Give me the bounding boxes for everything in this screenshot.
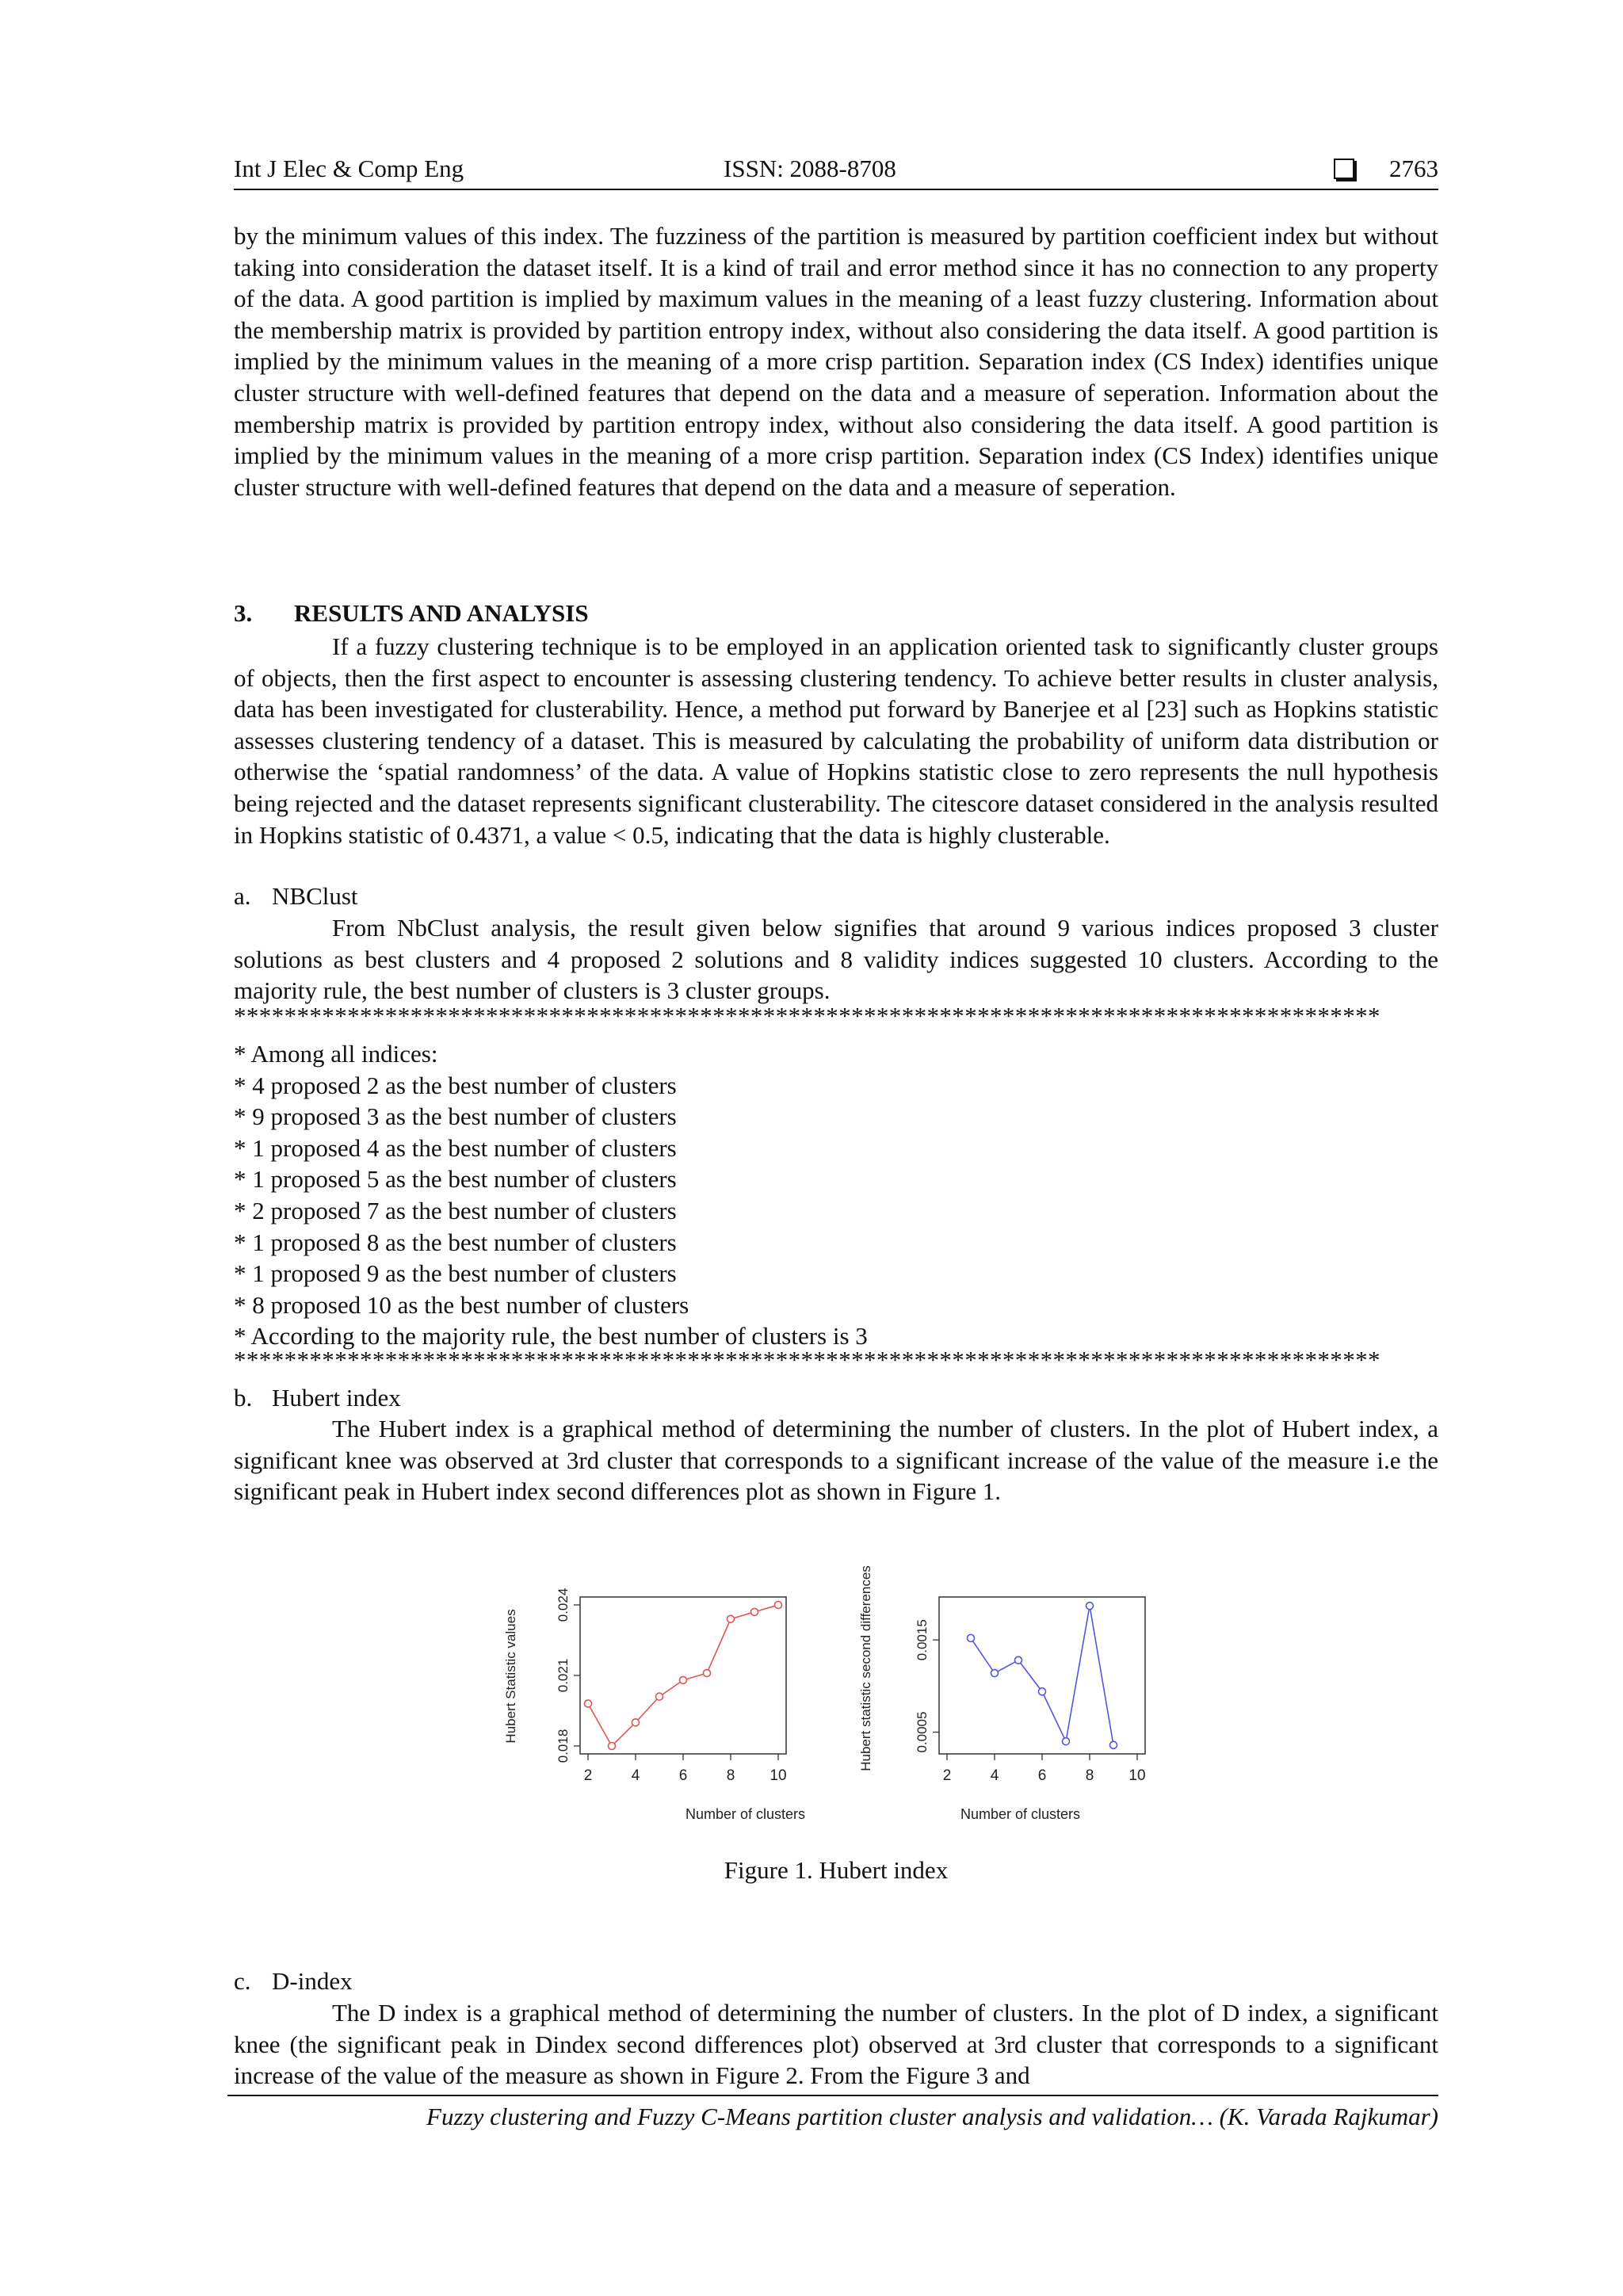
y-tick-label: 0.024 <box>556 1587 571 1622</box>
series-segment <box>758 1606 774 1610</box>
subsection-a-title: NBClust <box>272 882 358 910</box>
y-tick-label: 0.0005 <box>915 1711 930 1753</box>
paragraph-4: The Hubert index is a graphical method of determining the number of clusters. In the plot of Hubert index, a significant knee was observed at 3rd cluster that corresponds to a significant increase of the value of the measure i.e the significant peak in Hubert index second differences plot as shown in Figure 1. <box>234 1415 1438 1506</box>
data-point <box>727 1615 735 1622</box>
subsection-a-letter: a. <box>234 882 251 910</box>
data-point <box>680 1676 687 1683</box>
running-header <box>234 155 1438 189</box>
hubert-second-differences-chart <box>858 1565 1146 1822</box>
series-segment <box>663 1683 680 1694</box>
x-tick-label: 6 <box>678 1767 688 1784</box>
x-axis-label: Number of clusters <box>685 1806 806 1822</box>
data-point <box>1039 1688 1046 1695</box>
data-point <box>775 1602 782 1609</box>
data-point <box>656 1693 663 1700</box>
x-tick-label: 10 <box>769 1767 787 1784</box>
subsection-b-letter: b. <box>234 1384 253 1412</box>
hubert-statistic-chart <box>503 1588 805 1822</box>
x-tick-label: 8 <box>1085 1767 1094 1784</box>
series-segment <box>973 1641 992 1670</box>
y-ticks <box>915 1619 939 1752</box>
subsection-b <box>234 1382 401 1414</box>
series-segment <box>735 1613 750 1618</box>
nbclust-line: * 8 proposed 10 as the best number of clusters <box>234 1290 689 1319</box>
series-segment <box>1044 1695 1064 1738</box>
page-number-group <box>1334 155 1438 183</box>
data-point <box>609 1743 616 1750</box>
issn: ISSN: 2088-8708 <box>724 155 896 182</box>
page-number: 2763 <box>1389 155 1438 182</box>
y-axis-label: Hubert statistic second differences <box>858 1565 873 1771</box>
x-tick-label: 10 <box>1128 1767 1146 1784</box>
data-point <box>632 1719 640 1726</box>
data-point <box>1110 1741 1117 1748</box>
data-point <box>751 1608 758 1615</box>
subsection-b-title: Hubert index <box>272 1384 401 1412</box>
series-segment <box>708 1622 729 1669</box>
nbclust-line: * 1 proposed 9 as the best number of clusters <box>234 1259 677 1288</box>
paragraph-3: From NbClust analysis, the result given below signifies that around 9 various indices proposed 3 cluster solutions as best clusters and 4 proposed 2 solutions and 8 validity indices suggested 10 clusters. According to the majority rule, the best number of clusters is 3 cluster groups. <box>234 914 1438 1005</box>
checkbox-square-icon <box>1334 159 1354 179</box>
series-line <box>585 1602 782 1750</box>
data-point <box>704 1670 711 1677</box>
plot-frame <box>580 1597 786 1754</box>
x-tick-label: 2 <box>942 1767 952 1784</box>
y-ticks <box>556 1588 580 1763</box>
series-line <box>968 1603 1117 1749</box>
series-segment <box>1021 1664 1040 1689</box>
series-segment <box>1067 1610 1089 1737</box>
y-axis-label: Hubert Statistic values <box>503 1609 518 1744</box>
x-tick-label: 4 <box>631 1767 640 1784</box>
x-ticks <box>584 1754 787 1784</box>
nbclust-line: * 1 proposed 8 as the best number of clusters <box>234 1228 677 1256</box>
plot-frame <box>939 1597 1145 1754</box>
series-segment <box>687 1674 703 1679</box>
footer-rule <box>227 2095 1438 2096</box>
nbclust-line: * 1 proposed 4 as the best number of clusters <box>234 1133 677 1162</box>
nbclust-line: * 4 proposed 2 as the best number of clusters <box>234 1071 677 1099</box>
x-ticks <box>943 1754 1146 1784</box>
data-point <box>1063 1738 1070 1745</box>
data-point <box>991 1670 999 1677</box>
section-title: RESULTS AND ANALYSIS <box>294 599 589 627</box>
x-tick-label: 4 <box>990 1767 999 1784</box>
x-tick-label: 8 <box>726 1767 735 1784</box>
series-segment <box>590 1707 609 1743</box>
x-tick-label: 6 <box>1037 1767 1047 1784</box>
figure-1 <box>487 1557 1177 1843</box>
paragraph-1: by the minimum values of this index. The fuzziness of the partition is measured by partition coefficient index but without taking into consideration the dataset itself. It is a kind of trail and error method since it has no connection to any property of the data. A good partition is implied by maximum values in the meaning of a least fuzzy clustering. Information about the membership matrix is provided by partition entropy index, without also considering the data itself. A good partition is implied by the minimum values in the meaning of a more crisp partition. Separation index (CS Index) identifies unique cluster structure with well-defined features that depend on the data and a measure of seperation. Information about the membership matrix is provided by partition entropy index, without also considering the data itself. A good partition is implied by the minimum values in the meaning of a more crisp partition. Separation index (CS Index) identifies unique cluster structure with well-defined features that depend on the data and a measure of seperation. <box>234 222 1438 501</box>
subsection-c-letter: c. <box>234 1967 251 1995</box>
section-heading <box>234 599 589 628</box>
data-point <box>968 1634 975 1641</box>
journal-name: Int J Elec & Comp Eng <box>234 155 464 182</box>
stars-separator-top: ******************************************************************************************* <box>234 1007 1381 1026</box>
series-segment <box>638 1699 656 1719</box>
series-segment <box>1090 1610 1113 1741</box>
series-segment <box>615 1725 633 1744</box>
x-axis-label: Number of clusters <box>960 1806 1081 1822</box>
nbclust-line: * 1 proposed 5 as the best number of clusters <box>234 1165 677 1194</box>
header-rule <box>234 189 1438 190</box>
data-point <box>585 1700 592 1707</box>
nbclust-line: * 2 proposed 7 as the best number of clusters <box>234 1196 677 1224</box>
y-tick-label: 0.0015 <box>915 1619 930 1661</box>
hubert-index-figure <box>487 1557 1177 1843</box>
nbclust-line: * 9 proposed 3 as the best number of clusters <box>234 1102 677 1131</box>
section-number: 3. <box>234 599 253 627</box>
subsection-c-title: D-index <box>272 1967 353 1995</box>
nbclust-line: * Among all indices: <box>234 1040 438 1068</box>
x-tick-label: 2 <box>583 1767 593 1784</box>
subsection-c <box>234 1966 353 1997</box>
running-footer: Fuzzy clustering and Fuzzy C-Means partition cluster analysis and validation… (K. Varada Rajkumar) <box>426 2103 1438 2130</box>
y-tick-label: 0.018 <box>556 1729 571 1763</box>
nbclust-output <box>234 1038 868 1352</box>
series-segment <box>998 1662 1014 1671</box>
y-tick-label: 0.021 <box>556 1658 571 1693</box>
subsection-a <box>234 881 358 912</box>
data-point <box>1086 1603 1094 1610</box>
stars-separator-bottom: ******************************************************************************************* <box>234 1350 1381 1370</box>
nbclust-line: * According to the majority rule, the best number of clusters is 3 <box>234 1322 868 1350</box>
data-point <box>1015 1656 1022 1664</box>
paragraph-5: The D index is a graphical method of determining the number of clusters. In the plot of D index, a significant knee (the significant peak in Dindex second differences plot) observed at 3rd cluster that corresponds to a significant increase of the value of the measure as shown in Figure 2. From the Figure 3 and <box>234 1999 1438 2090</box>
paragraph-2: If a fuzzy clustering technique is to be employed in an application oriented task to significantly cluster groups of objects, then the first aspect to encounter is assessing clustering tendency. To achieve better results in cluster analysis, data has been investigated for clusterability. Hence, a method put forward by Banerjee et al [23] such as Hopkins statistic assesses clustering tendency of a dataset. This is measured by calculating the probability of uniform data distribution or otherwise the ‘spatial randomness’ of the data. A value of Hopkins statistic close to zero represents the null hypothesis being rejected and the dataset represents significant clusterability. The citescore dataset considered in the analysis resulted in Hopkins statistic of 0.4371, a value < 0.5, indicating that the data is highly clusterable. <box>234 632 1438 849</box>
figure-caption: Figure 1. Hubert index <box>724 1856 949 1884</box>
